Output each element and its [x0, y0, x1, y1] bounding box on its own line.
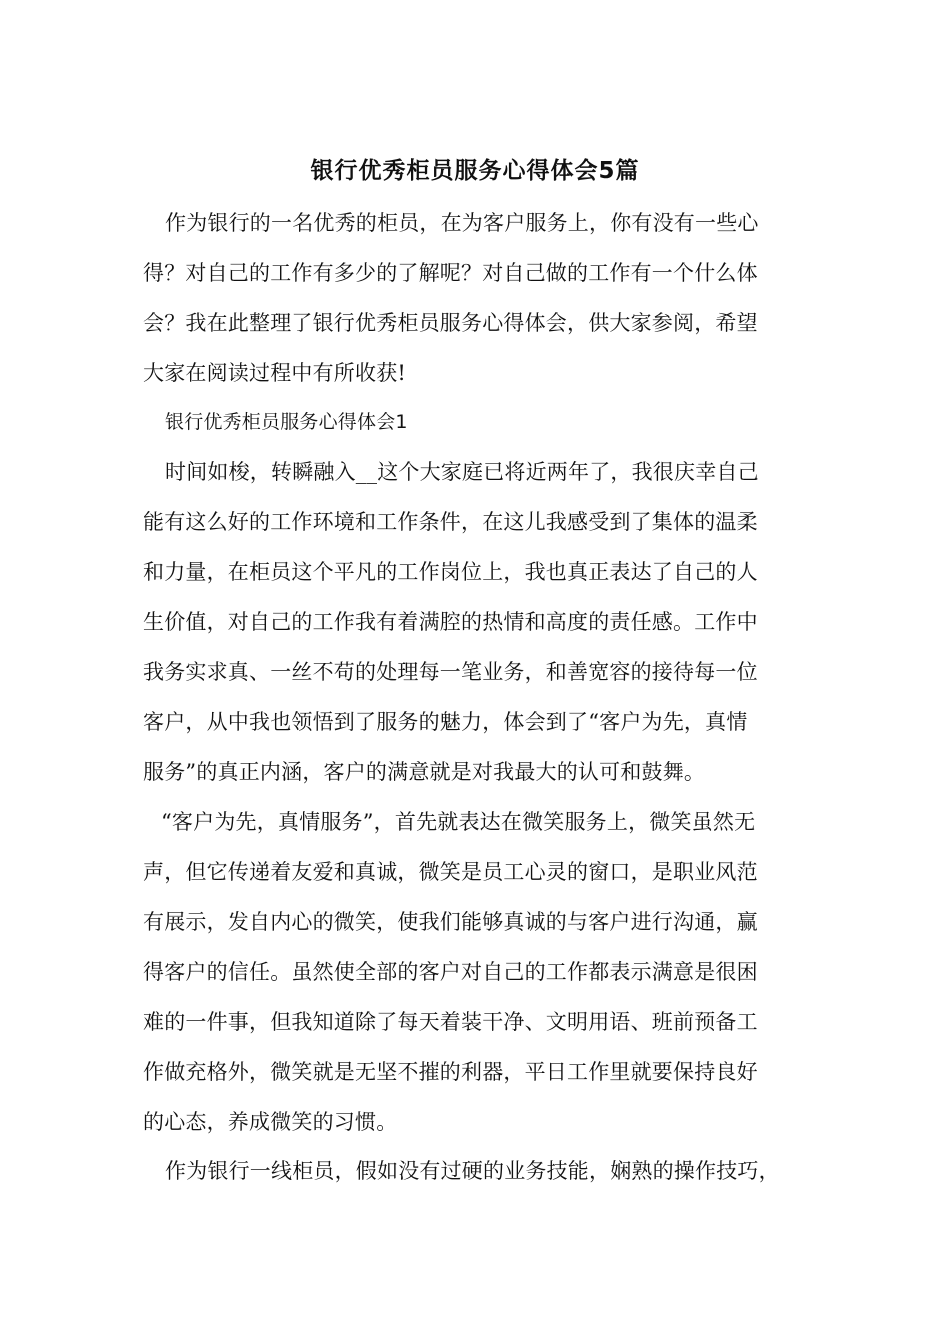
text-line: 难的一件事，但我知道除了每天着装干净、文明用语、班前预备工 [143, 1010, 758, 1034]
text-line: 客户，从中我也领悟到了服务的魅力，体会到了“客户为先，真情 [143, 710, 748, 734]
text-line: 作为银行一线柜员，假如没有过硬的业务技能，娴熟的操作技巧， [165, 1159, 780, 1183]
text-line: 的心态，养成微笑的习惯。 [143, 1110, 398, 1134]
section-heading [143, 397, 813, 447]
text-line: 时间如梭，转瞬融入__这个大家庭已将近两年了，我很庆幸自己 [165, 460, 759, 484]
intro-paragraph [143, 198, 813, 398]
text-line: 生价值，对自己的工作我有着满腔的热情和高度的责任感。工作中 [143, 610, 758, 634]
text-line: 大家在阅读过程中有所收获! [143, 361, 407, 385]
body-paragraph-2 [143, 797, 813, 1147]
text-line: 服务”的真正内涵，客户的满意就是对我最大的认可和鼓舞。 [143, 760, 706, 784]
text-line: 有展示，发自内心的微笑，使我们能够真诚的与客户进行沟通，赢 [143, 910, 758, 934]
text-line: 能有这么好的工作环境和工作条件，在这儿我感受到了集体的温柔 [143, 510, 758, 534]
section-heading-text: 银行优秀柜员服务心得体会1 [165, 411, 408, 433]
text-line: 声，但它传递着友爱和真诚，微笑是员工心灵的窗口，是职业风范 [143, 860, 758, 884]
text-line: 我务实求真、一丝不苟的处理每一笔业务，和善宽容的接待每一位 [143, 660, 758, 684]
body-paragraph-3 [143, 1146, 813, 1196]
text-line: 和力量，在柜员这个平凡的工作岗位上，我也真正表达了自己的人 [143, 560, 758, 584]
body-paragraph-1 [143, 447, 813, 797]
document-title: 银行优秀柜员服务心得体会5篇 [310, 158, 640, 184]
text-line: 得？对自己的工作有多少的了解呢？对自己做的工作有一个什么体 [143, 261, 758, 285]
text-line: 作为银行的一名优秀的柜员，在为客户服务上，你有没有一些心 [165, 211, 759, 235]
text-line: 得客户的信任。虽然使全部的客户对自己的工作都表示满意是很困 [143, 960, 758, 984]
text-line: “客户为先，真情服务”，首先就表达在微笑服务上，微笑虽然无 [161, 810, 756, 834]
text-line: 作做充格外，微笑就是无坚不摧的利器，平日工作里就要保持良好 [143, 1060, 758, 1084]
text-line: 会？我在此整理了银行优秀柜员服务心得体会，供大家参阅，希望 [143, 311, 758, 335]
